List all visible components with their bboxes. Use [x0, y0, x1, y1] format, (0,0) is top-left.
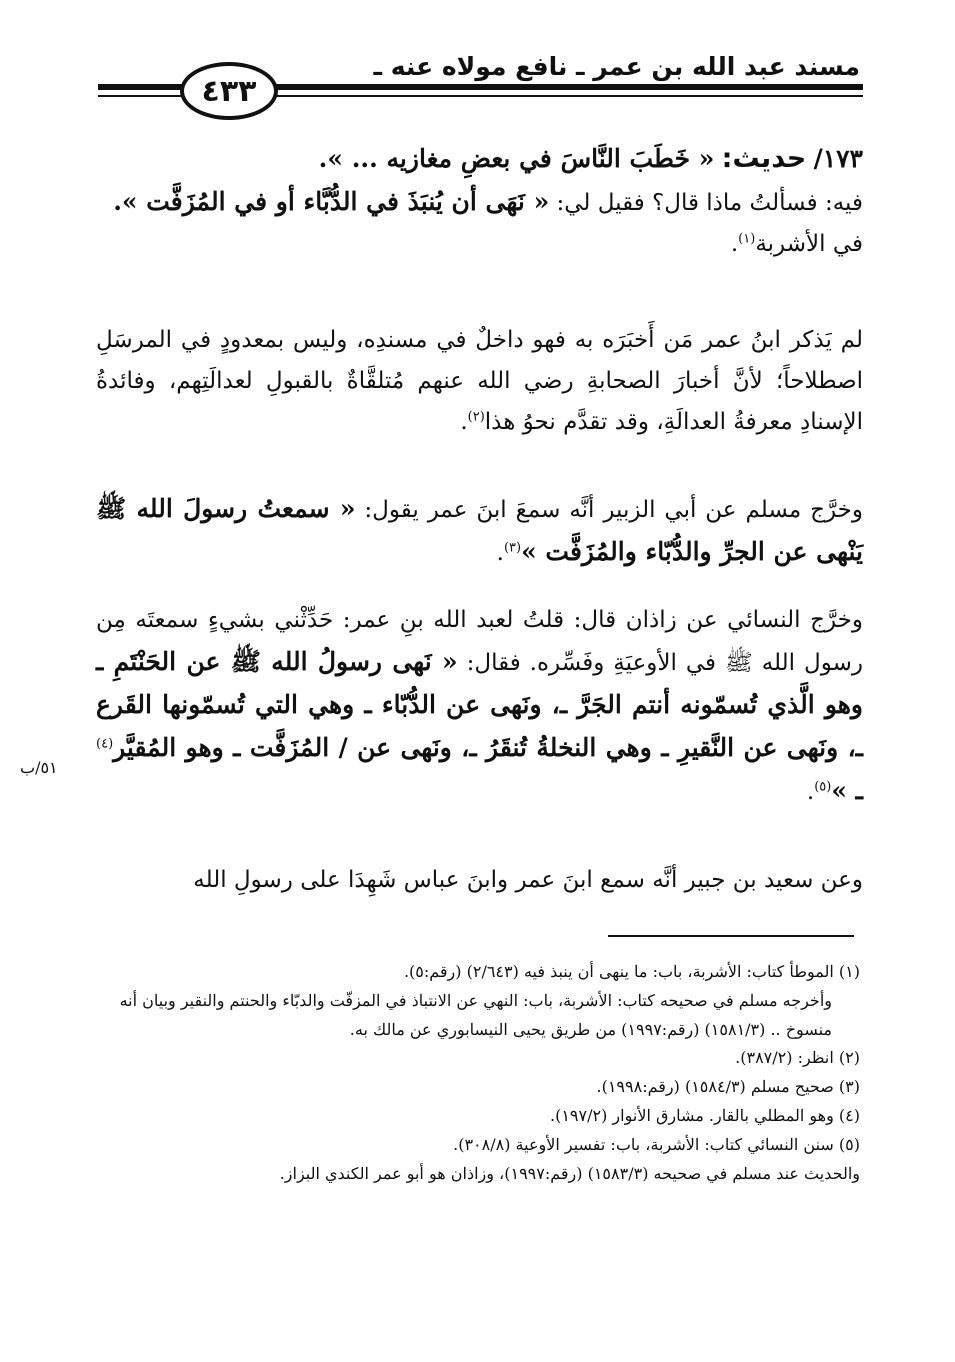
- footnote-ref-1[interactable]: (١): [738, 231, 756, 247]
- footnote-ref-2[interactable]: (٢): [467, 409, 485, 425]
- hadith-title: « خَطَبَ النَّاسَ في بعضِ مغازيه ... ».: [318, 144, 715, 173]
- footnote-1-cont: وأخرجه مسلم في صحيحه كتاب: الأشربة، باب: النهي عن الانتباذ في المزفّت والدبّاء والحنتم والنقير وبيان أنه منسوخ .. (١٥٨١/٣) (رقم:١٩٩٧) من طريق يحيى النيسابوري عن مالك به.: [119, 990, 832, 1039]
- footnote-5-cont: والحديث عند مسلم في صحيحه (١٥٨٣/٣) (رقم:١٩٩٧)، وزاذان هو أبو عمر الكندي البزاز.: [279, 1163, 860, 1183]
- footnote-3: (٣) صحيح مسلم (١٥٨٤/٣) (رقم:١٩٩٨).: [596, 1077, 860, 1097]
- paragraph-2: وخرَّج مسلم عن أبي الزبير أنَّه سمعَ ابنَ عمر يقول: « سمعتُ رسولَ الله ﷺ يَنْهى عن الجرِّ والدُّبّاء والمُزَفَّت »$^{(٣)}$.: [96, 494, 864, 566]
- footnote-4: (٤) وهو المطلي بالقار. مشارق الأنوار (١٩٧/٢).: [550, 1105, 860, 1125]
- footnote-ref-4[interactable]: (٤): [96, 736, 114, 752]
- paragraph-3: وخرَّج النسائي عن زاذان قال: قلتُ لعبد الله بنِ عمر: حَدِّثْني بشيءٍ سمعتَه مِن رسول الله ﷺ في الأوعيَةِ وفَسِّره. فقال: « نَهى رسولُ الله ﷺ عن الحَنْتَمِ ـ وهو الَّذي تُسمّونه أنتم الجَرَّ ـ، ونَهى عن الدُّبّاء ـ وهي التي تُسمّونها القَرع ـ، ونَهى عن النَّقيرِ ـ وهي النخلةُ تُنقَرُ ـ، ونَهى عن / المُزَفَّت ـ وهو المُقيَّر$^{(٤)}$ ـ »$^{(٥)}$.: [96, 607, 863, 805]
- footnote-2: (٢) انظر: (٣٨٧/٢).: [735, 1048, 860, 1068]
- page-number: ٤٣٣: [201, 73, 257, 109]
- footnotes: [92, 958, 860, 1188]
- manuscript-folio-note: ٥١/ب: [20, 758, 58, 777]
- page-number-badge: [180, 62, 278, 120]
- hadith-label: حديث:: [721, 143, 807, 174]
- hadith-block: [96, 138, 863, 265]
- paragraph-4: وعن سعيد بن جبير أنَّه سمع ابنَ عمر وابنَ عباس شَهِدَا على رسولِ الله: [193, 867, 863, 893]
- muslim-quote: « سمعتُ رسولَ الله ﷺ يَنْهى عن الجرِّ والدُّبّاء والمُزَفَّت »: [96, 494, 863, 566]
- hadith-line-2: فيه: فسألتُ ماذا قال؟ فقيل لي: « نَهَى أن يُنبَذَ في الدُّبَّاء أو في المُزَفَّت ».: [113, 187, 863, 216]
- paragraph-1: لم يَذكر ابنُ عمر مَن أَخبَرَه به فهو داخلٌ في مسندِه، وليس بمعدودٍ في المرسَلِ اصطلاحاً؛ لأنَّ أخبارَ الصحابةِ رضي الله عنهم مُتلقَّاةٌ بالقبولِ لعدالَتِهم، وفائدةُ الإسنادِ معرفةُ العدالَةِ، وقد تقدَّم نحوُ هذا$^{(٢)}$.: [96, 327, 863, 435]
- footnote-ref-5[interactable]: (٥): [814, 779, 832, 795]
- footnote-5: (٥) سنن النسائي كتاب: الأشربة، باب: تفسير الأوعية (٣٠٨/٨).: [453, 1134, 860, 1154]
- hadith-heading: [96, 138, 863, 181]
- hadith-line-3: في الأشربة$^{(١)}$.: [730, 231, 863, 257]
- footnote-separator: [608, 935, 854, 937]
- hadith-quote: « نَهَى أن يُنبَذَ في الدُّبَّاء أو في المُزَفَّت ».: [113, 187, 550, 216]
- hadith-number: ١٧٣/: [813, 144, 863, 173]
- footnote-ref-3[interactable]: (٣): [503, 540, 522, 556]
- running-header-title: مسند عبد الله بن عمر ـ نافع مولاه عنه ـ: [373, 52, 860, 81]
- footnote-1: (١) الموطأ كتاب: الأشربة، باب: ما ينهى أن ينبذ فيه (٢/٦٤٣) (رقم:٥).: [403, 962, 860, 981]
- nasai-quote: « نَهى رسولُ الله ﷺ عن الحَنْتَمِ ـ وهو الَّذي تُسمّونه أنتم الجَرَّ ـ، ونَهى عن الدُّبّاء ـ وهي التي تُسمّونها القَرع ـ، ونَهى عن النَّقيرِ ـ وهي النخلةُ تُنقَرُ ـ، ونَهى عن / المُزَفَّت ـ وهو المُقيَّر: [96, 647, 863, 762]
